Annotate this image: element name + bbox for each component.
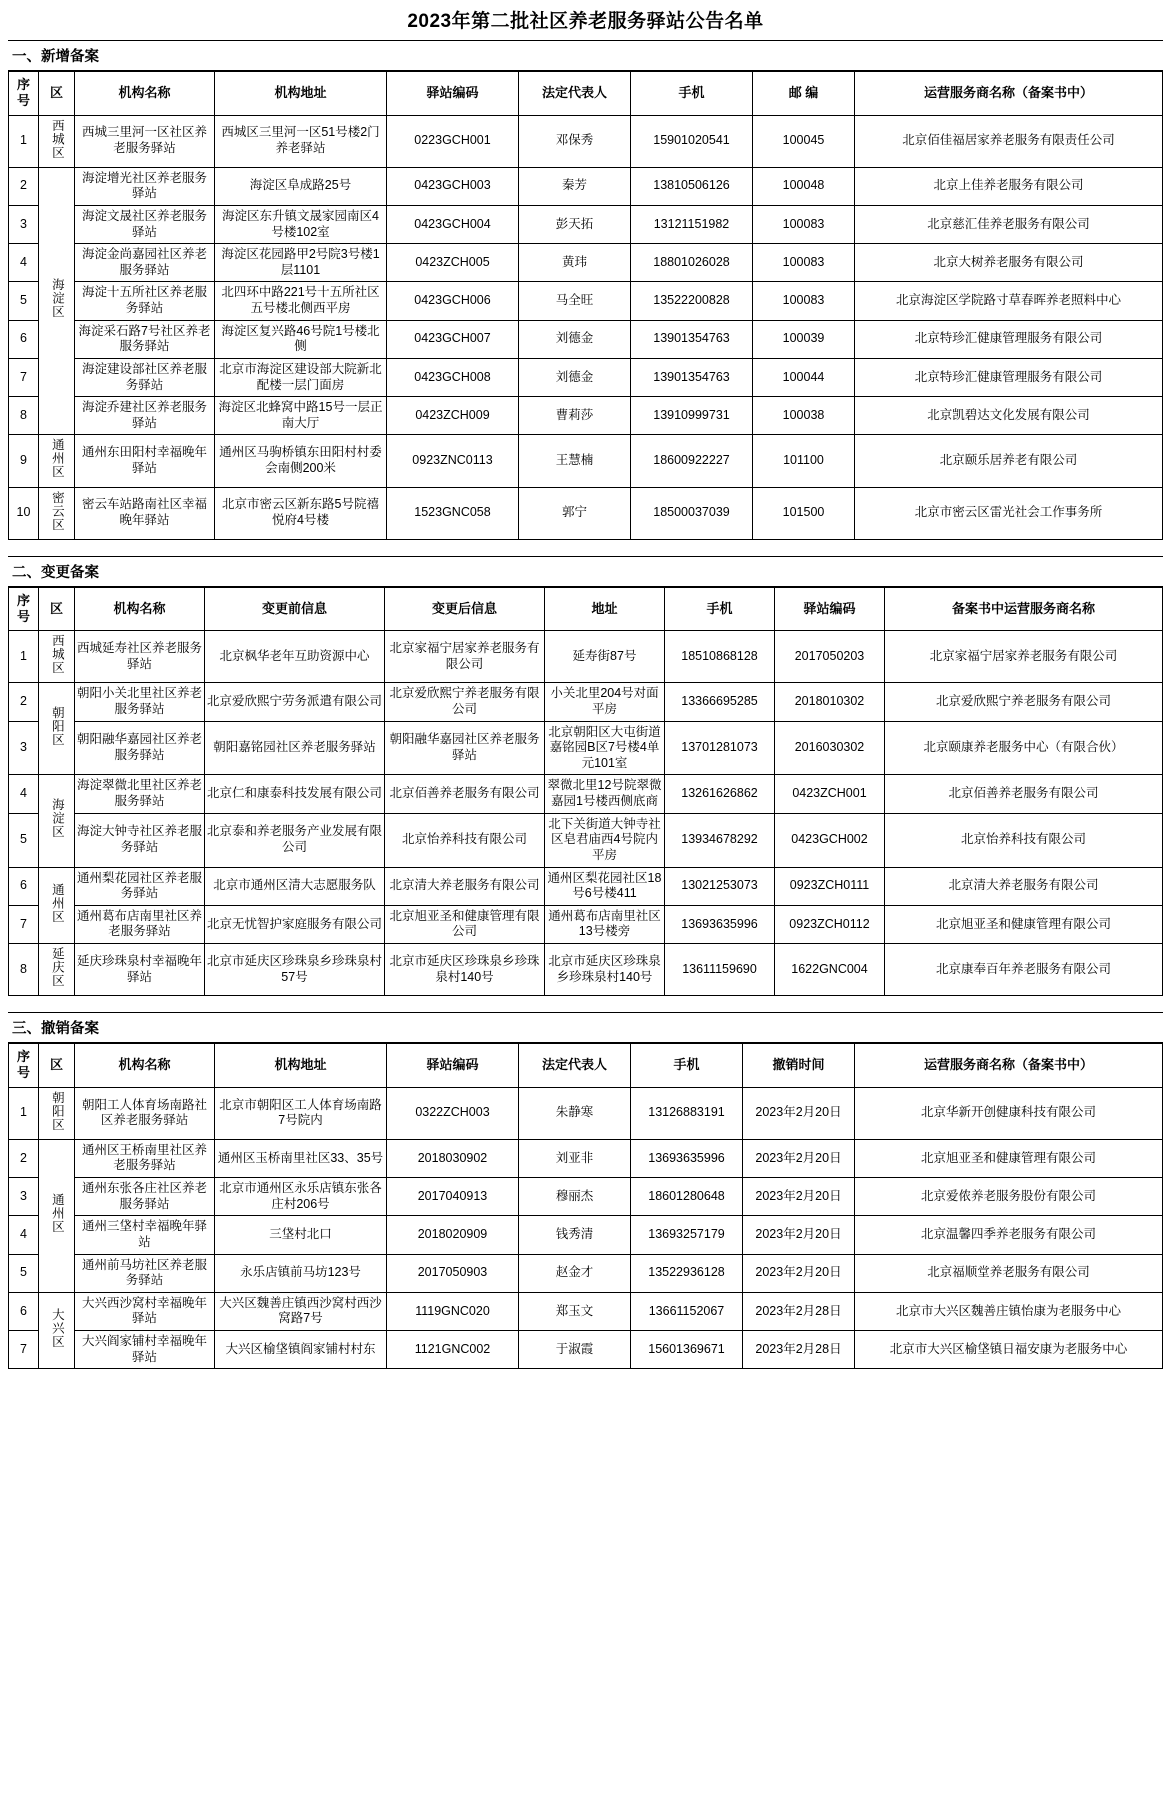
cell-phone: 13693635996 bbox=[665, 905, 775, 943]
cell-station-code: 0423GCH004 bbox=[387, 205, 519, 243]
table-row bbox=[9, 205, 1163, 243]
cell-legal-rep: 郭宁 bbox=[519, 487, 631, 539]
cell-station-code: 0423GCH006 bbox=[387, 282, 519, 320]
cell-legal-rep: 曹莉莎 bbox=[519, 397, 631, 435]
cell-org-address: 西城区三里河一区51号楼2门养老驿站 bbox=[215, 115, 387, 167]
cell-revoke-date: 2023年2月20日 bbox=[743, 1254, 855, 1292]
cell-org-name: 密云车站路南社区幸福晚年驿站 bbox=[75, 487, 215, 539]
cell-org-address: 海淀区北蜂窝中路15号一层正南大厅 bbox=[215, 397, 387, 435]
col-operator: 运营服务商名称（备案书中） bbox=[855, 1044, 1163, 1088]
cell-station-code: 2017050903 bbox=[387, 1254, 519, 1292]
cell-phone: 13611159690 bbox=[665, 944, 775, 996]
cell-legal-rep: 刘德金 bbox=[519, 320, 631, 358]
cell-org-address: 通州区玉桥南里社区33、35号 bbox=[215, 1139, 387, 1177]
cell-org-address: 北京市海淀区建设部大院新北配楼一层门面房 bbox=[215, 358, 387, 396]
table-new-filing bbox=[8, 71, 1163, 540]
cell-operator: 北京佰善养老服务有限公司 bbox=[885, 775, 1163, 813]
cell-zipcode: 101100 bbox=[753, 435, 855, 487]
cell-index: 9 bbox=[9, 435, 39, 487]
cell-phone: 13910999731 bbox=[631, 397, 753, 435]
cell-index: 4 bbox=[9, 775, 39, 813]
cell-zipcode: 100039 bbox=[753, 320, 855, 358]
cell-revoke-date: 2023年2月20日 bbox=[743, 1178, 855, 1216]
col-org-name: 机构名称 bbox=[75, 72, 215, 116]
col-address: 地址 bbox=[545, 587, 665, 631]
cell-operator: 北京佰佳福居家养老服务有限责任公司 bbox=[855, 115, 1163, 167]
cell-phone: 13810506126 bbox=[631, 167, 753, 205]
cell-org-name: 通州葛布店南里社区养老服务驿站 bbox=[75, 905, 205, 943]
col-phone: 手机 bbox=[631, 1044, 743, 1088]
cell-station-code: 1622GNC004 bbox=[775, 944, 885, 996]
cell-phone: 13121151982 bbox=[631, 205, 753, 243]
cell-org-address: 北京市朝阳区工人体育场南路7号院内 bbox=[215, 1087, 387, 1139]
cell-org-name: 海淀乔建社区养老服务驿站 bbox=[75, 397, 215, 435]
cell-before-change: 北京仁和康泰科技发展有限公司 bbox=[205, 775, 385, 813]
col-revoke-date: 撤销时间 bbox=[743, 1044, 855, 1088]
cell-legal-rep: 王慧楠 bbox=[519, 435, 631, 487]
cell-org-name: 通州梨花园社区养老服务驿站 bbox=[75, 867, 205, 905]
table-row bbox=[9, 1331, 1163, 1369]
cell-org-name: 朝阳融华嘉园社区养老服务驿站 bbox=[75, 721, 205, 775]
cell-index: 10 bbox=[9, 487, 39, 539]
table-row bbox=[9, 813, 1163, 867]
cell-phone: 13693635996 bbox=[631, 1139, 743, 1177]
table-row bbox=[9, 244, 1163, 282]
cell-operator: 北京上佳养老服务有限公司 bbox=[855, 167, 1163, 205]
table-header-row bbox=[9, 72, 1163, 116]
cell-org-address: 海淀区花园路甲2号院3号楼1层1101 bbox=[215, 244, 387, 282]
cell-legal-rep: 穆丽杰 bbox=[519, 1178, 631, 1216]
cell-station-code: 0223GCH001 bbox=[387, 115, 519, 167]
cell-index: 7 bbox=[9, 905, 39, 943]
cell-zipcode: 100045 bbox=[753, 115, 855, 167]
cell-operator: 北京市大兴区魏善庄镇怡康为老服务中心 bbox=[855, 1292, 1163, 1330]
cell-org-name: 海淀十五所社区养老服务驿站 bbox=[75, 282, 215, 320]
cell-org-address: 永乐店镇前马坊123号 bbox=[215, 1254, 387, 1292]
cell-phone: 13522936128 bbox=[631, 1254, 743, 1292]
cell-index: 8 bbox=[9, 944, 39, 996]
col-org-name: 机构名称 bbox=[75, 587, 205, 631]
table-header-row bbox=[9, 1044, 1163, 1088]
col-station-code: 驿站编码 bbox=[775, 587, 885, 631]
table-row bbox=[9, 683, 1163, 721]
cell-org-name: 通州前马坊社区养老服务驿站 bbox=[75, 1254, 215, 1292]
col-org-address: 机构地址 bbox=[215, 1044, 387, 1088]
cell-zipcode: 100044 bbox=[753, 358, 855, 396]
col-phone: 手机 bbox=[665, 587, 775, 631]
table-revoke-filing bbox=[8, 1043, 1163, 1369]
cell-before-change: 北京市延庆区珍珠泉乡珍珠泉村57号 bbox=[205, 944, 385, 996]
cell-address: 小关北里204号对面平房 bbox=[545, 683, 665, 721]
cell-index: 3 bbox=[9, 721, 39, 775]
cell-address: 通州葛布店南里社区13号楼旁 bbox=[545, 905, 665, 943]
col-station-code: 驿站编码 bbox=[387, 72, 519, 116]
cell-index: 6 bbox=[9, 320, 39, 358]
table-row bbox=[9, 631, 1163, 683]
cell-index: 2 bbox=[9, 167, 39, 205]
cell-index: 4 bbox=[9, 1216, 39, 1254]
cell-org-name: 朝阳小关北里社区养老服务驿站 bbox=[75, 683, 205, 721]
cell-address: 通州区梨花园社区18号6号楼411 bbox=[545, 867, 665, 905]
col-index: 序号 bbox=[9, 1044, 39, 1088]
cell-district: 海淀区 bbox=[39, 775, 75, 867]
cell-phone: 15901020541 bbox=[631, 115, 753, 167]
cell-station-code: 1121GNC002 bbox=[387, 1331, 519, 1369]
cell-revoke-date: 2023年2月20日 bbox=[743, 1216, 855, 1254]
cell-org-name: 海淀翠微北里社区养老服务驿站 bbox=[75, 775, 205, 813]
cell-district: 西城区 bbox=[39, 115, 75, 167]
cell-org-name: 通州三垡村幸福晚年驿站 bbox=[75, 1216, 215, 1254]
cell-org-name: 大兴西沙窝村幸福晚年驿站 bbox=[75, 1292, 215, 1330]
cell-revoke-date: 2023年2月20日 bbox=[743, 1139, 855, 1177]
cell-station-code: 2017040913 bbox=[387, 1178, 519, 1216]
cell-org-address: 海淀区东升镇文晟家园南区4号楼102室 bbox=[215, 205, 387, 243]
cell-phone: 13261626862 bbox=[665, 775, 775, 813]
cell-operator: 北京慈汇佳养老服务有限公司 bbox=[855, 205, 1163, 243]
cell-phone: 13693257179 bbox=[631, 1216, 743, 1254]
cell-zipcode: 100083 bbox=[753, 205, 855, 243]
cell-index: 2 bbox=[9, 1139, 39, 1177]
cell-legal-rep: 黄玮 bbox=[519, 244, 631, 282]
cell-after-change: 朝阳融华嘉园社区养老服务驿站 bbox=[385, 721, 545, 775]
cell-district: 朝阳区 bbox=[39, 1087, 75, 1139]
cell-operator: 北京市大兴区榆垡镇日福安康为老服务中心 bbox=[855, 1331, 1163, 1369]
table-row bbox=[9, 115, 1163, 167]
cell-operator: 北京特珍汇健康管理服务有限公司 bbox=[855, 320, 1163, 358]
cell-station-code: 0423GCH003 bbox=[387, 167, 519, 205]
cell-index: 3 bbox=[9, 1178, 39, 1216]
cell-legal-rep: 朱静寒 bbox=[519, 1087, 631, 1139]
cell-org-name: 西城三里河一区社区养老服务驿站 bbox=[75, 115, 215, 167]
cell-zipcode: 101500 bbox=[753, 487, 855, 539]
cell-station-code: 0923ZCH0111 bbox=[775, 867, 885, 905]
cell-station-code: 1523GNC058 bbox=[387, 487, 519, 539]
table-row bbox=[9, 1087, 1163, 1139]
cell-org-address: 海淀区复兴路46号院1号楼北侧 bbox=[215, 320, 387, 358]
cell-org-name: 海淀采石路7号社区养老服务驿站 bbox=[75, 320, 215, 358]
cell-org-address: 北京市通州区永乐店镇东张各庄村206号 bbox=[215, 1178, 387, 1216]
table-row bbox=[9, 167, 1163, 205]
table-row bbox=[9, 905, 1163, 943]
table-row bbox=[9, 721, 1163, 775]
table-row bbox=[9, 320, 1163, 358]
col-before-change: 变更前信息 bbox=[205, 587, 385, 631]
page-title: 2023年第二批社区养老服务驿站公告名单 bbox=[407, 11, 764, 32]
cell-index: 5 bbox=[9, 1254, 39, 1292]
cell-address: 延寿街87号 bbox=[545, 631, 665, 683]
cell-legal-rep: 彭天拓 bbox=[519, 205, 631, 243]
cell-phone: 13366695285 bbox=[665, 683, 775, 721]
cell-phone: 18600922227 bbox=[631, 435, 753, 487]
table-row bbox=[9, 1139, 1163, 1177]
col-operator: 备案书中运营服务商名称 bbox=[885, 587, 1163, 631]
col-legal-rep: 法定代表人 bbox=[519, 72, 631, 116]
cell-revoke-date: 2023年2月20日 bbox=[743, 1087, 855, 1139]
cell-index: 1 bbox=[9, 1087, 39, 1139]
cell-phone: 18601280648 bbox=[631, 1178, 743, 1216]
col-legal-rep: 法定代表人 bbox=[519, 1044, 631, 1088]
table-row bbox=[9, 1216, 1163, 1254]
cell-after-change: 北京怡养科技有限公司 bbox=[385, 813, 545, 867]
cell-phone: 18510868128 bbox=[665, 631, 775, 683]
cell-after-change: 北京市延庆区珍珠泉乡珍珠泉村140号 bbox=[385, 944, 545, 996]
cell-station-code: 2018010302 bbox=[775, 683, 885, 721]
cell-station-code: 1119GNC020 bbox=[387, 1292, 519, 1330]
cell-operator: 北京华新开创健康科技有限公司 bbox=[855, 1087, 1163, 1139]
cell-index: 5 bbox=[9, 282, 39, 320]
col-after-change: 变更后信息 bbox=[385, 587, 545, 631]
cell-after-change: 北京家福宁居家养老服务有限公司 bbox=[385, 631, 545, 683]
cell-district: 通州区 bbox=[39, 435, 75, 487]
table-row bbox=[9, 775, 1163, 813]
col-district: 区 bbox=[39, 72, 75, 116]
cell-phone: 13021253073 bbox=[665, 867, 775, 905]
cell-org-name: 西城延寿社区养老服务驿站 bbox=[75, 631, 205, 683]
cell-operator: 北京凯碧达文化发展有限公司 bbox=[855, 397, 1163, 435]
cell-operator: 北京旭亚圣和健康管理有限公司 bbox=[855, 1139, 1163, 1177]
cell-after-change: 北京清大养老服务有限公司 bbox=[385, 867, 545, 905]
cell-org-name: 通州区王桥南里社区养老服务驿站 bbox=[75, 1139, 215, 1177]
cell-phone: 13661152067 bbox=[631, 1292, 743, 1330]
table-row bbox=[9, 944, 1163, 996]
col-operator: 运营服务商名称（备案书中） bbox=[855, 72, 1163, 116]
cell-station-code: 0423GCH002 bbox=[775, 813, 885, 867]
cell-phone: 15601369671 bbox=[631, 1331, 743, 1369]
cell-before-change: 朝阳嘉铭园社区养老服务驿站 bbox=[205, 721, 385, 775]
cell-station-code: 0423GCH007 bbox=[387, 320, 519, 358]
col-org-name: 机构名称 bbox=[75, 1044, 215, 1088]
cell-legal-rep: 秦芳 bbox=[519, 167, 631, 205]
cell-station-code: 2018030902 bbox=[387, 1139, 519, 1177]
cell-district: 朝阳区 bbox=[39, 683, 75, 775]
cell-org-name: 海淀文晟社区养老服务驿站 bbox=[75, 205, 215, 243]
cell-index: 2 bbox=[9, 683, 39, 721]
cell-org-address: 大兴区魏善庄镇西沙窝村西沙窝路7号 bbox=[215, 1292, 387, 1330]
table-row bbox=[9, 435, 1163, 487]
cell-operator: 北京爱欣熙宁养老服务有限公司 bbox=[885, 683, 1163, 721]
cell-before-change: 北京无忧智护家庭服务有限公司 bbox=[205, 905, 385, 943]
cell-address: 北京市延庆区珍珠泉乡珍珠泉村140号 bbox=[545, 944, 665, 996]
col-index: 序号 bbox=[9, 72, 39, 116]
cell-org-name: 朝阳工人体育场南路社区养老服务驿站 bbox=[75, 1087, 215, 1139]
cell-phone: 13901354763 bbox=[631, 320, 753, 358]
cell-before-change: 北京枫华老年互助资源中心 bbox=[205, 631, 385, 683]
cell-index: 4 bbox=[9, 244, 39, 282]
cell-org-name: 海淀金尚嘉园社区养老服务驿站 bbox=[75, 244, 215, 282]
cell-phone: 18500037039 bbox=[631, 487, 753, 539]
cell-before-change: 北京爱欣熙宁劳务派遣有限公司 bbox=[205, 683, 385, 721]
col-phone: 手机 bbox=[631, 72, 753, 116]
cell-index: 6 bbox=[9, 867, 39, 905]
col-index: 序号 bbox=[9, 587, 39, 631]
cell-index: 3 bbox=[9, 205, 39, 243]
cell-org-address: 海淀区阜成路25号 bbox=[215, 167, 387, 205]
cell-address: 北京朝阳区大屯街道嘉铭园B区7号楼4单元101室 bbox=[545, 721, 665, 775]
col-station-code: 驿站编码 bbox=[387, 1044, 519, 1088]
cell-phone: 13126883191 bbox=[631, 1087, 743, 1139]
cell-org-address: 大兴区榆垡镇阎家铺村村东 bbox=[215, 1331, 387, 1369]
cell-org-name: 海淀大钟寺社区养老服务驿站 bbox=[75, 813, 205, 867]
cell-address: 北下关街道大钟寺社区皂君庙西4号院内平房 bbox=[545, 813, 665, 867]
cell-operator: 北京颐乐居养老有限公司 bbox=[855, 435, 1163, 487]
cell-index: 5 bbox=[9, 813, 39, 867]
cell-station-code: 2017050203 bbox=[775, 631, 885, 683]
cell-phone: 13701281073 bbox=[665, 721, 775, 775]
cell-district: 延庆区 bbox=[39, 944, 75, 996]
table-row bbox=[9, 1292, 1163, 1330]
section-spacer bbox=[8, 540, 1163, 556]
cell-station-code: 2016030302 bbox=[775, 721, 885, 775]
cell-legal-rep: 赵金才 bbox=[519, 1254, 631, 1292]
cell-station-code: 0322ZCH003 bbox=[387, 1087, 519, 1139]
cell-station-code: 0923ZCH0112 bbox=[775, 905, 885, 943]
cell-after-change: 北京旭亚圣和健康管理有限公司 bbox=[385, 905, 545, 943]
cell-phone: 13901354763 bbox=[631, 358, 753, 396]
cell-org-name: 大兴阎家铺村幸福晚年驿站 bbox=[75, 1331, 215, 1369]
cell-station-code: 0423GCH008 bbox=[387, 358, 519, 396]
section-spacer bbox=[8, 996, 1163, 1012]
cell-station-code: 2018020909 bbox=[387, 1216, 519, 1254]
section-heading-revoke-filing: 三、撤销备案 bbox=[8, 1012, 1163, 1043]
cell-district: 密云区 bbox=[39, 487, 75, 539]
cell-legal-rep: 钱秀清 bbox=[519, 1216, 631, 1254]
cell-phone: 13522200828 bbox=[631, 282, 753, 320]
cell-district: 大兴区 bbox=[39, 1292, 75, 1369]
cell-address: 翠微北里12号院翠微嘉园1号楼西侧底商 bbox=[545, 775, 665, 813]
cell-index: 7 bbox=[9, 358, 39, 396]
cell-district: 通州区 bbox=[39, 867, 75, 944]
col-zipcode: 邮 编 bbox=[753, 72, 855, 116]
cell-phone: 18801026028 bbox=[631, 244, 753, 282]
cell-revoke-date: 2023年2月28日 bbox=[743, 1331, 855, 1369]
cell-org-address: 北四环中路221号十五所社区五号楼北侧西平房 bbox=[215, 282, 387, 320]
cell-operator: 北京市密云区雷光社会工作事务所 bbox=[855, 487, 1163, 539]
table-change-filing bbox=[8, 587, 1163, 997]
cell-operator: 北京颐康养老服务中心（有限合伙） bbox=[885, 721, 1163, 775]
cell-org-name: 通州东张各庄社区养老服务驿站 bbox=[75, 1178, 215, 1216]
cell-operator: 北京大树养老服务有限公司 bbox=[855, 244, 1163, 282]
cell-operator: 北京福顺堂养老服务有限公司 bbox=[855, 1254, 1163, 1292]
cell-legal-rep: 邓保秀 bbox=[519, 115, 631, 167]
table-row bbox=[9, 1254, 1163, 1292]
cell-zipcode: 100083 bbox=[753, 244, 855, 282]
cell-operator: 北京旭亚圣和健康管理有限公司 bbox=[885, 905, 1163, 943]
cell-zipcode: 100083 bbox=[753, 282, 855, 320]
cell-legal-rep: 马全旺 bbox=[519, 282, 631, 320]
col-district: 区 bbox=[39, 587, 75, 631]
section-heading-new-filing: 一、新增备案 bbox=[8, 40, 1163, 71]
table-header-row bbox=[9, 587, 1163, 631]
cell-zipcode: 100048 bbox=[753, 167, 855, 205]
cell-org-address: 三垡村北口 bbox=[215, 1216, 387, 1254]
cell-station-code: 0923ZNC0113 bbox=[387, 435, 519, 487]
cell-operator: 北京清大养老服务有限公司 bbox=[885, 867, 1163, 905]
table-row bbox=[9, 487, 1163, 539]
cell-zipcode: 100038 bbox=[753, 397, 855, 435]
cell-operator: 北京怡养科技有限公司 bbox=[885, 813, 1163, 867]
cell-station-code: 0423ZCH005 bbox=[387, 244, 519, 282]
cell-legal-rep: 郑玉文 bbox=[519, 1292, 631, 1330]
cell-before-change: 北京泰和养老服务产业发展有限公司 bbox=[205, 813, 385, 867]
cell-org-address: 北京市密云区新东路5号院禧悦府4号楼 bbox=[215, 487, 387, 539]
table-row bbox=[9, 867, 1163, 905]
cell-after-change: 北京爱欣熙宁养老服务有限公司 bbox=[385, 683, 545, 721]
cell-operator: 北京温馨四季养老服务有限公司 bbox=[855, 1216, 1163, 1254]
cell-operator: 北京家福宁居家养老服务有限公司 bbox=[885, 631, 1163, 683]
cell-revoke-date: 2023年2月28日 bbox=[743, 1292, 855, 1330]
cell-station-code: 0423ZCH009 bbox=[387, 397, 519, 435]
cell-index: 8 bbox=[9, 397, 39, 435]
table-row bbox=[9, 1178, 1163, 1216]
cell-index: 7 bbox=[9, 1331, 39, 1369]
cell-operator: 北京海淀区学院路寸草春晖养老照料中心 bbox=[855, 282, 1163, 320]
cell-legal-rep: 刘德金 bbox=[519, 358, 631, 396]
cell-index: 1 bbox=[9, 631, 39, 683]
cell-after-change: 北京佰善养老服务有限公司 bbox=[385, 775, 545, 813]
cell-legal-rep: 于淑霞 bbox=[519, 1331, 631, 1369]
cell-phone: 13934678292 bbox=[665, 813, 775, 867]
cell-org-name: 延庆珍珠泉村幸福晚年驿站 bbox=[75, 944, 205, 996]
table-row bbox=[9, 358, 1163, 396]
col-district: 区 bbox=[39, 1044, 75, 1088]
cell-operator: 北京特珍汇健康管理服务有限公司 bbox=[855, 358, 1163, 396]
cell-district: 西城区 bbox=[39, 631, 75, 683]
cell-org-address: 通州区马驹桥镇东田阳村村委会南侧200米 bbox=[215, 435, 387, 487]
cell-operator: 北京康奉百年养老服务有限公司 bbox=[885, 944, 1163, 996]
cell-index: 1 bbox=[9, 115, 39, 167]
cell-station-code: 0423ZCH001 bbox=[775, 775, 885, 813]
cell-org-name: 海淀建设部社区养老服务驿站 bbox=[75, 358, 215, 396]
cell-org-name: 通州东田阳村幸福晚年驿站 bbox=[75, 435, 215, 487]
col-org-address: 机构地址 bbox=[215, 72, 387, 116]
cell-legal-rep: 刘亚非 bbox=[519, 1139, 631, 1177]
table-row bbox=[9, 282, 1163, 320]
section-heading-change-filing: 二、变更备案 bbox=[8, 556, 1163, 587]
cell-index: 6 bbox=[9, 1292, 39, 1330]
cell-org-name: 海淀增光社区养老服务驿站 bbox=[75, 167, 215, 205]
cell-operator: 北京爱侬养老服务股份有限公司 bbox=[855, 1178, 1163, 1216]
cell-district: 海淀区 bbox=[39, 167, 75, 435]
cell-district: 通州区 bbox=[39, 1139, 75, 1292]
cell-before-change: 北京市通州区清大志愿服务队 bbox=[205, 867, 385, 905]
table-row bbox=[9, 397, 1163, 435]
